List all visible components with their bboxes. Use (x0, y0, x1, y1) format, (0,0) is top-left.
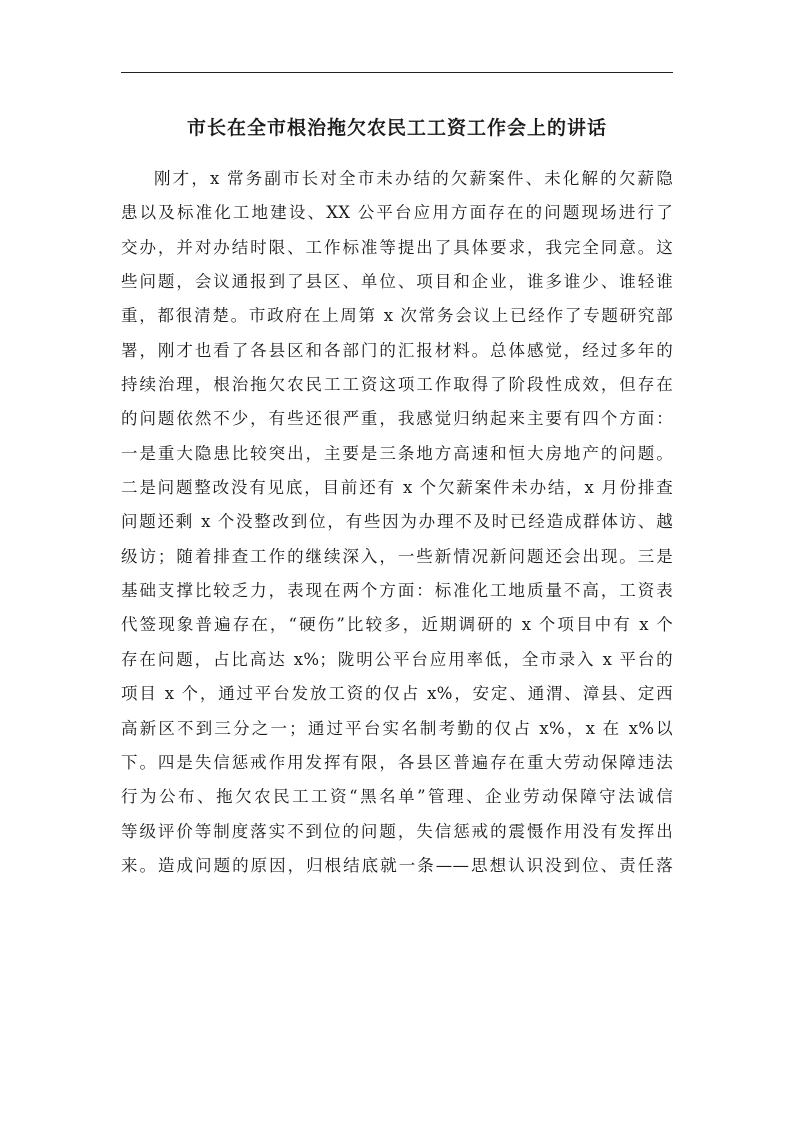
body-line: 高新区不到三分之一；通过平台实名制考勤的仅占 x%，x 在 x%以 (121, 718, 673, 738)
body-line: 下。四是失信惩戒作用发挥有限，各县区普遍存在重大劳动保障违法 (121, 752, 673, 772)
document-body (121, 162, 673, 883)
document-title: 市长在全市根治拖欠农民工工资工作会上的讲话 (186, 117, 607, 139)
body-line: 一是重大隐患比较突出，主要是三条地方高速和恒大房地产的问题。 (121, 443, 673, 463)
body-line: 重，都很清楚。市政府在上周第 x 次常务会议上已经作了专题研究部 (121, 306, 673, 326)
body-line: 的问题依然不少，有些还很严重，我感觉归纳起来主要有四个方面： (121, 409, 673, 429)
body-line: 患以及标准化工地建设、XX 公平台应用方面存在的问题现场进行了 (121, 203, 673, 223)
body-line: 存在问题，占比高达 x%；陇明公平台应用率低，全市录入 x 平台的 (121, 649, 673, 669)
header-rule (121, 72, 673, 73)
body-line: 署，刚才也看了各县区和各部门的汇报材料。总体感觉，经过多年的 (121, 340, 673, 360)
body-line: 问题还剩 x 个没整改到位，有些因为办理不及时已经造成群体访、越 (121, 512, 673, 532)
body-line: 交办，并对办结时限、工作标准等提出了具体要求，我完全同意。这 (121, 237, 673, 257)
body-line: 代签现象普遍存在，“硬伤”比较多，近期调研的 x 个项目中有 x 个 (121, 615, 673, 635)
body-line: 些问题，会议通报到了县区、单位、项目和企业，谁多谁少、谁轻谁 (121, 272, 673, 292)
body-line: 级访；随着排查工作的继续深入，一些新情况新问题还会出现。三是 (121, 546, 673, 566)
body-line: 等级评价等制度落实不到位的问题，失信惩戒的震慑作用没有发挥出 (121, 821, 673, 841)
body-line: 项目 x 个，通过平台发放工资的仅占 x%，安定、通渭、漳县、定西 (121, 684, 673, 704)
body-line: 持续治理，根治拖欠农民工工资这项工作取得了阶段性成效，但存在 (121, 375, 673, 395)
body-line: 刚才，x 常务副市长对全市未办结的欠薪案件、未化解的欠薪隐 (154, 169, 673, 188)
body-line: 来。造成问题的原因，归根结底就一条——思想认识没到位、责任落 (121, 855, 673, 875)
body-line: 二是问题整改没有见底，目前还有 x 个欠薪案件未办结，x 月份排查 (121, 478, 673, 498)
body-line: 行为公布、拖欠农民工工资“黑名单”管理、企业劳动保障守法诚信 (121, 787, 673, 807)
body-line: 基础支撑比较乏力，表现在两个方面：标准化工地质量不高，工资表 (121, 581, 673, 601)
